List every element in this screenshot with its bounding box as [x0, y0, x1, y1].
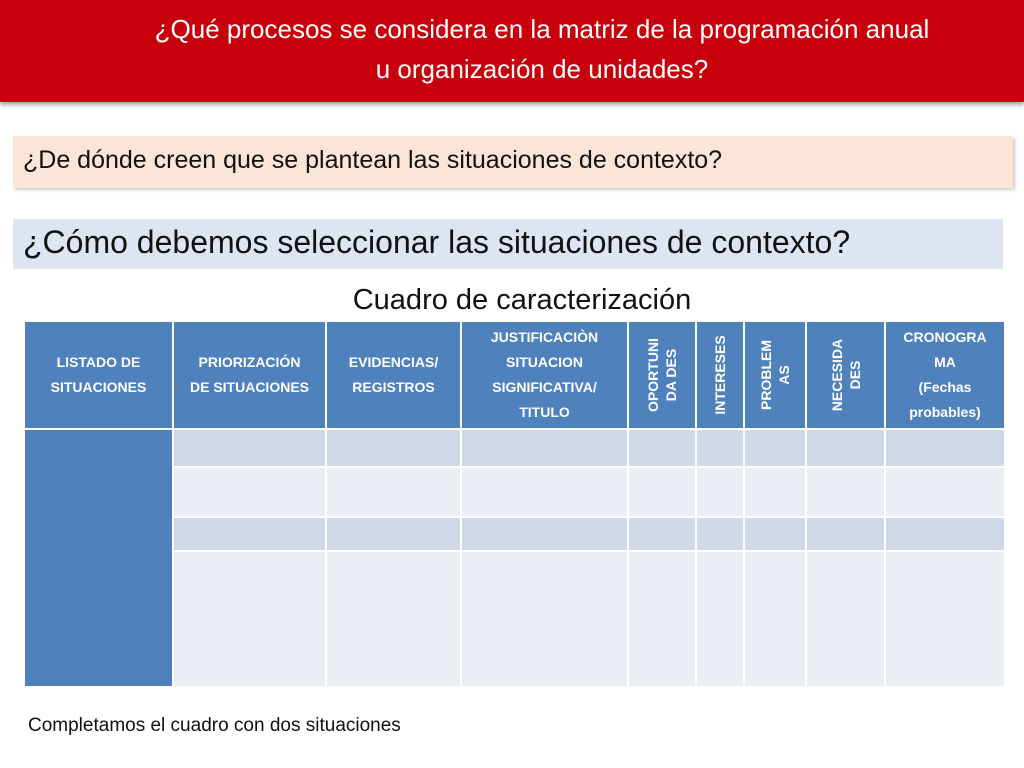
col-header-cronograma-l2: MA: [934, 354, 956, 370]
table-cell[interactable]: [461, 517, 628, 551]
col-header-listado-l2: SITUACIONES: [50, 379, 147, 395]
table-cell[interactable]: [173, 429, 326, 467]
characterization-table: [23, 320, 1006, 688]
col-header-justificacion-l2: SITUACION: [506, 354, 583, 370]
table-cell[interactable]: [885, 551, 1005, 687]
col-header-priorizacion-l2: DE SITUACIONES: [189, 379, 309, 395]
table-cell[interactable]: [326, 429, 461, 467]
table-cell[interactable]: [461, 467, 628, 517]
page-title-line-2: u organización de unidades?: [375, 54, 709, 84]
table-cell[interactable]: [173, 551, 326, 687]
col-header-necesidades-l1: NECESIDA: [828, 338, 845, 412]
table-cell[interactable]: [628, 517, 696, 551]
col-header-necesidades: [806, 321, 885, 429]
col-header-evidencias-l2: REGISTROS: [352, 379, 435, 395]
table-cell[interactable]: [696, 429, 744, 467]
table-row: [24, 429, 1005, 467]
table-cell[interactable]: [744, 517, 806, 551]
table-cell[interactable]: [461, 551, 628, 687]
col-header-problemas-l1: PROBLEM: [758, 340, 774, 410]
table-cell[interactable]: [696, 467, 744, 517]
col-header-priorizacion-l1: PRIORIZACIÓN: [198, 354, 301, 370]
col-header-justificacion-l1: JUSTIFICACIÒN: [490, 329, 599, 345]
col-header-intereses: [696, 321, 744, 429]
table-cell[interactable]: [461, 429, 628, 467]
col-header-cronograma-l4: probables): [909, 404, 981, 420]
question-box-1: [13, 136, 1013, 188]
table-cell[interactable]: [696, 551, 744, 687]
table-cell[interactable]: [628, 551, 696, 687]
page-title: [60, 9, 1024, 89]
col-header-necesidades-label: [828, 339, 864, 411]
col-header-cronograma: [885, 321, 1005, 429]
question-box-2: [13, 219, 1003, 269]
col-header-necesidades-l2: DES: [846, 360, 863, 390]
question-1-text: ¿De dónde creen que se plantean las situaciones de contexto?: [23, 146, 723, 174]
table-cell[interactable]: [806, 467, 885, 517]
col-header-evidencias-l1: EVIDENCIAS/: [348, 354, 439, 370]
col-header-justificacion: [461, 321, 628, 429]
col-header-justificacion-l4: TITULO: [519, 404, 570, 420]
col-header-problemas: [744, 321, 806, 429]
title-banner: [0, 0, 1024, 102]
col-header-cronograma-l1: CRONOGRA: [903, 329, 987, 345]
table-cell[interactable]: [744, 551, 806, 687]
col-header-cronograma-l3: (Fechas: [918, 379, 972, 395]
table-cell[interactable]: [326, 517, 461, 551]
table-cell[interactable]: [628, 467, 696, 517]
table-cell[interactable]: [173, 467, 326, 517]
table-cell[interactable]: [744, 429, 806, 467]
table-cell[interactable]: [173, 517, 326, 551]
col-header-listado-l1: LISTADO DE: [56, 354, 141, 370]
table-cell[interactable]: [885, 429, 1005, 467]
col-header-intereses-l1: INTERESES: [712, 335, 728, 415]
col-header-oportunidades-label: [644, 338, 680, 412]
page-title-line-1: ¿Qué procesos se considera en la matriz de la programación anual: [154, 14, 930, 44]
table-cell[interactable]: [806, 551, 885, 687]
table-cell[interactable]: [885, 467, 1005, 517]
col-header-justificacion-l3: SIGNIFICATIVA/: [492, 379, 597, 395]
col-header-priorizacion: [173, 321, 326, 429]
question-2-text: ¿Cómo debemos seleccionar las situaciones de contexto?: [23, 224, 851, 260]
footer-note: Completamos el cuadro con dos situaciones: [28, 715, 401, 736]
table-cell[interactable]: [628, 429, 696, 467]
table-cell[interactable]: [885, 517, 1005, 551]
col-header-intereses-label: [711, 335, 729, 414]
col-header-problemas-l2: AS: [776, 365, 792, 385]
table-cell[interactable]: [326, 467, 461, 517]
table-cell[interactable]: [326, 551, 461, 687]
table-cell[interactable]: [696, 517, 744, 551]
table-header-row: [24, 321, 1005, 429]
table-cell[interactable]: [806, 517, 885, 551]
listado-cell[interactable]: [24, 429, 173, 687]
col-header-oportunidades-l2: DA DES: [663, 348, 679, 402]
table-cell[interactable]: [744, 467, 806, 517]
col-header-evidencias: [326, 321, 461, 429]
col-header-oportunidades: [628, 321, 696, 429]
col-header-oportunidades-l1: OPORTUNI: [645, 338, 661, 412]
col-header-listado: [24, 321, 173, 429]
table-title: Cuadro de caracterización: [352, 284, 692, 316]
col-header-problemas-label: [757, 340, 793, 410]
table-cell[interactable]: [806, 429, 885, 467]
